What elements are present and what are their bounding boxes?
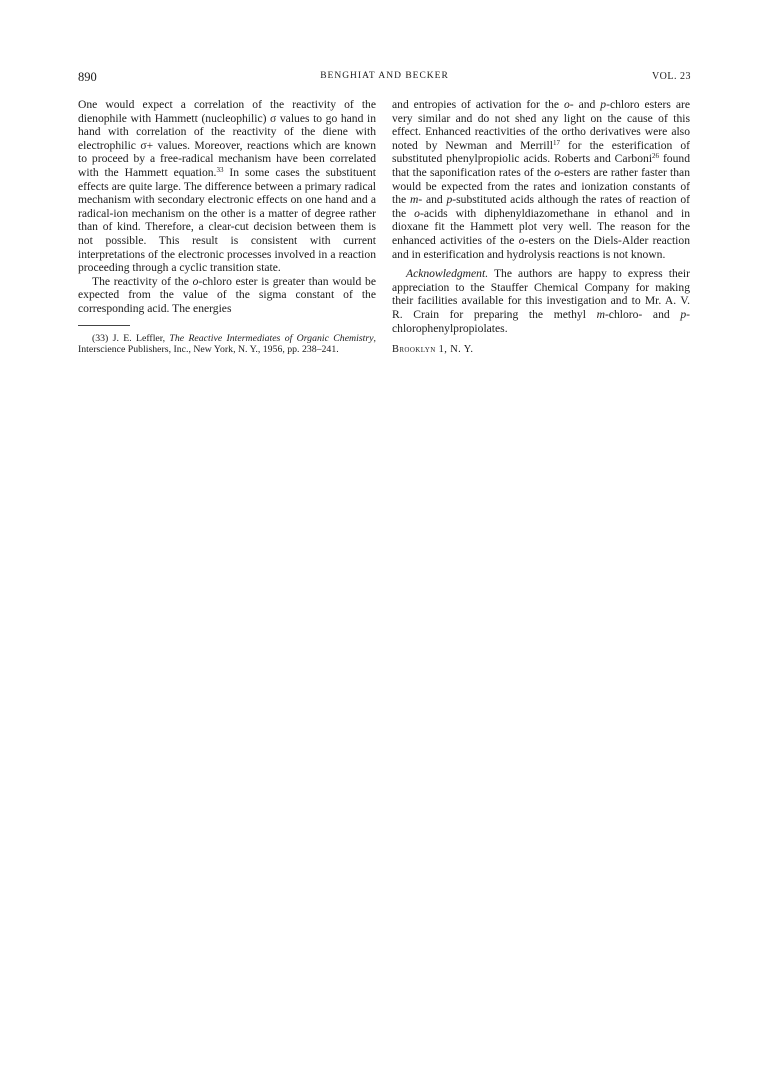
text-span: -chloro- and [604,307,681,321]
italic-p: p [600,98,607,111]
acknowledgment-heading: Acknowledgment. [406,267,489,281]
footnote-author: (33) J. E. Leffler, [92,332,170,344]
footnote-33 [78,333,376,356]
italic-o: o [414,206,420,220]
paragraph-entropies [392,98,690,261]
reference-26: 26 [652,152,660,161]
paragraph-text-cont: In some cases the substituent effects are quite large. The difference between a primary radical mechanism with secondary electronic effects on one hand and a radical-ion mechanism on the other is a matter of degree rather than of kind. Therefore, a clear-cut decision between them is not possible. This result is consistent with current interpretations of the electronic processes involved in a reaction proceeding through a cyclic transition state. [78,165,376,275]
text-span: -esters on the Diels-Alder reaction and in esterification and hydrolysis reactions is not known. [392,233,690,261]
text-span: The reactivity of the [92,274,193,288]
text-span: -esters are rather faster than would be expected from the rates and ionization constants of the [392,165,690,207]
right-column [392,98,690,357]
italic-m: m [409,193,419,207]
italic-o: o [192,274,199,288]
italic-p: p [680,307,687,321]
paragraph-correlation [78,98,376,275]
running-head: BENGHIAT AND BECKER [320,71,449,81]
italic-m: m [596,307,605,321]
paragraph-acknowledgment [392,267,690,335]
footnote-divider [78,325,130,326]
text-span: found that the saponification rates of the [392,152,690,179]
paragraph-text: One would expect a correlation of the reactivity of the dienophile with Hammett (nucleophilic) σ values to go hand in hand with correlation of the reactivity of the diene with electrophilic σ+ values. Moreover, reactions which are known to proceed by a free-radical mechanism have been correlated with the Hammett equation. [78,98,376,179]
text-span: -chloro esters are very similar and do not shed any light on the cause of this effect. Enhanced reactivities of the ortho derivatives were also noted by Newman and Merrill [392,98,691,152]
italic-o: o [518,233,525,247]
text-span: -chlorophenylpropiolates. [392,307,690,335]
italic-o: o [554,165,560,179]
italic-o: o [563,98,570,111]
page-number: 890 [78,70,97,84]
text-span: The authors are happy to express their appreciation to the Stauffer Chemical Company for making their facilities available for this investigation and to Mr. A. V. R. Crain for preparing the methyl [392,267,690,321]
text-span: -acids with diphenyldiazomethane in ethanol and in dioxane fit the Hammett plot very well. The reason for the enhanced activities of the [392,206,690,247]
affiliation-place: Brooklyn 1, N. Y. [392,344,474,356]
paragraph-reactivity [78,275,376,316]
text-span: -chloro ester is greater than would be expected from the value of the sigma constant of the corresponding acid. The energies [78,274,376,315]
text-span: - and [569,98,601,111]
text-span: -substituted acids although the rates of reaction of the [392,193,690,220]
left-column [78,98,376,356]
page-header [78,70,691,86]
reference-33: 33 [216,165,224,174]
reference-17: 17 [552,138,560,147]
footnote-title: The Reactive Intermediates of Organic Chemistry [169,332,374,344]
text-span: for the esterification of substituted phenylpropiolic acids. Roberts and Carboni [392,138,690,166]
text-span: - and [418,193,447,207]
footnote-details: , Interscience Publishers, Inc., New York, N. Y., 1956, pp. 238–241. [78,332,376,356]
italic-p: p [446,193,453,207]
text-span: and entropies of activation for the [392,98,564,111]
volume-label: VOL. 23 [651,71,691,82]
